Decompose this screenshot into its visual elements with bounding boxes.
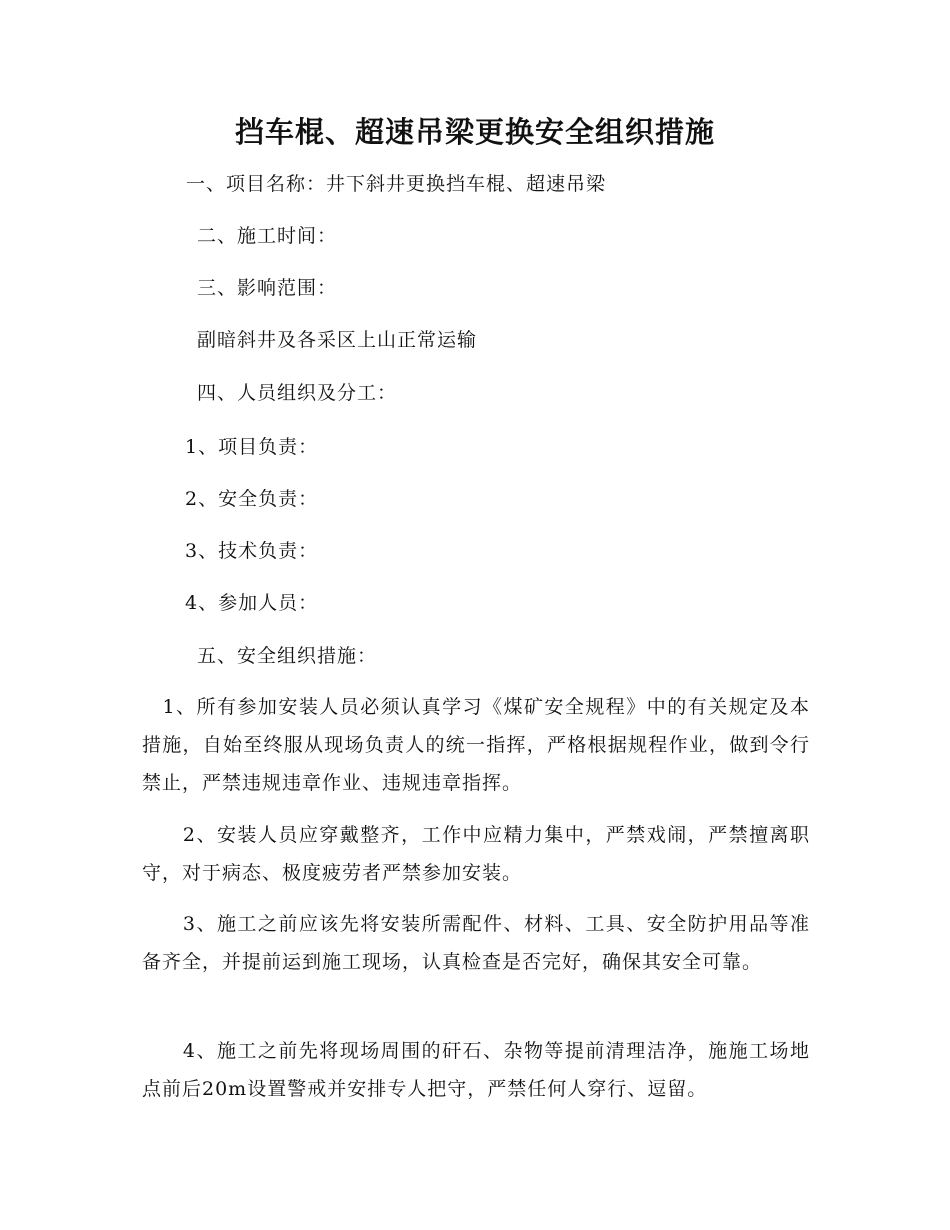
measure-paragraph-1: 1、所有参加安装人员必须认真学习《煤矿安全规程》中的有关规定及本措施，自始至终服从现场负责人的统一指挥，严格根据规程作业，做到令行禁止，严禁违规违章作业、违规违章指挥。 — [142, 696, 810, 794]
participants-line: 4、参加人员： — [185, 592, 319, 614]
document-title: 挡车棍、超速吊梁更换安全组织措施 — [234, 115, 715, 149]
project-name-line: 一、项目名称：井下斜井更换挡车棍、超速吊梁 — [186, 173, 607, 195]
safety-lead-line: 2、安全负责： — [185, 488, 319, 510]
safety-measures-heading: 五、安全组织措施： — [197, 645, 378, 667]
technical-lead-line: 3、技术负责： — [185, 540, 319, 562]
measure-paragraph-2: 2、安装人员应穿戴整齐，工作中应精力集中，严禁戏闹，严禁擅离职守，对于病态、极度疲劳者严禁参加安装。 — [142, 824, 810, 884]
measure-paragraph-3: 3、施工之前应该先将安装所需配件、材料、工具、安全防护用品等准备齐全，并提前运到施工现场，认真检查是否完好，确保其安全可靠。 — [142, 913, 810, 973]
impact-scope-heading: 三、影响范围： — [197, 277, 338, 299]
measure-paragraph-4: 4、施工之前先将现场周围的矸石、杂物等提前清理洁净，施施工场地点前后20m设置警戒并安排专人把守，严禁任何人穿行、逗留。 — [142, 1040, 810, 1100]
construction-time-line: 二、施工时间： — [197, 225, 338, 247]
personnel-heading: 四、人员组织及分工： — [197, 382, 398, 404]
project-lead-line: 1、项目负责： — [185, 436, 319, 458]
impact-scope-detail: 副暗斜井及各采区上山正常运输 — [197, 329, 478, 351]
